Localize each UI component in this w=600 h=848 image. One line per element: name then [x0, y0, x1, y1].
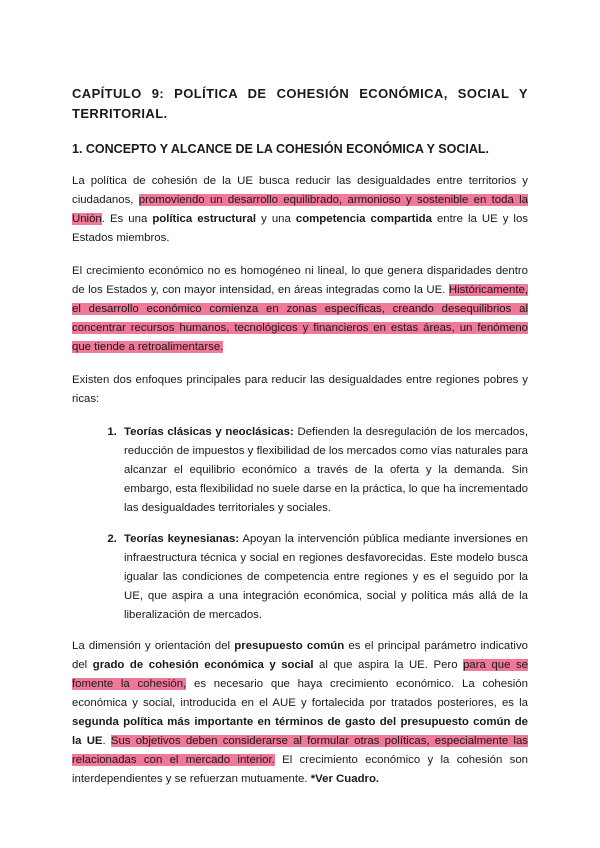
text: . Es una [101, 213, 153, 225]
paragraph-4 [72, 637, 528, 789]
text: entre la UE y los Estados miembros. [72, 213, 528, 244]
list-term: Teorías clásicas y neoclásicas: [124, 426, 294, 438]
list-item [120, 530, 528, 625]
highlight: Sus objetivos deben considerarse al formular otras políticas, especialmente las relacionadas con el mercado interior. [72, 735, 528, 766]
highlight: promoviendo un desarrollo equilibrado, armonioso y sostenible en toda la Unión [72, 194, 528, 225]
paragraph-3: Existen dos enfoques principales para reducir las desigualdades entre regiones pobres y ricas: [72, 374, 528, 405]
see-table-reference: *Ver Cuadro. [310, 773, 380, 785]
section-heading: 1. CONCEPTO Y ALCANCE DE LA COHESIÓN ECONÓMICA Y SOCIAL. [72, 142, 489, 156]
bold-term: segunda política más importante en términos de gasto del presupuesto común de la UE [72, 716, 528, 747]
paragraph-2 [72, 262, 528, 357]
theories-list [72, 423, 528, 625]
bold-term: presupuesto común [234, 640, 345, 652]
text: y una [256, 213, 296, 225]
highlight: Históricamente, el desarrollo económico comienza en zonas específicas, creando desequilibrios al concentrar recursos humanos, tecnológicos y financieros en estas áreas, un fenómeno que tiende a retroalimentarse. [72, 284, 528, 353]
highlight: para que se fomente la cohesión, [72, 659, 528, 690]
list-text: Apoyan la intervención pública mediante inversiones en infraestructura técnica y social en regiones desfavorecidas. Este modelo busca igualar las condiciones de competencia entre regiones y es el seguido por la UE, que aspira a una integración económica, social y política más allá de la liberalización de mercados. [124, 533, 529, 621]
text: El crecimiento económico y la cohesión son interdependientes y se refuerzan mutuamente. [72, 754, 528, 785]
list-text: Defienden la desregulación de los mercados, reducción de impuestos y flexibilidad de los mercados como vías naturales para alcanzar el equilibrio económico a través de la oferta y la demanda. Sin embargo, esta flexibilidad no suele darse en la práctica, lo que ha incrementado las desigualdades territoriales y sociales. [124, 426, 528, 514]
text: es el principal parámetro indicativo del [72, 640, 528, 671]
text: al que aspira la UE. Pero [313, 659, 464, 671]
bold-term: política estructural [152, 213, 257, 225]
list-term: Teorías keynesianas: [124, 533, 240, 545]
paragraph-1 [72, 172, 528, 248]
list-item [120, 423, 528, 518]
bold-term: competencia compartida [295, 213, 432, 225]
text: La dimensión y orientación del [72, 640, 235, 652]
bold-term: grado de cohesión económica y social [92, 659, 314, 671]
text: El crecimiento económico no es homogéneo ni lineal, lo que genera disparidades dentro de los Estados y, con mayor intensidad, en áreas integradas como la UE. [72, 265, 528, 296]
text: es necesario que haya crecimiento económico. La cohesión económica y social, introducida en el AUE y fortalecida por tratados posteriores, es la [72, 678, 528, 709]
chapter-title: CAPÍTULO 9: POLÍTICA DE COHESIÓN ECONÓMICA, SOCIAL Y TERRITORIAL. [72, 86, 528, 121]
text: La política de cohesión de la UE busca reducir las desigualdades entre territorios y ciudadanos, [72, 175, 528, 206]
text: . [102, 735, 111, 747]
